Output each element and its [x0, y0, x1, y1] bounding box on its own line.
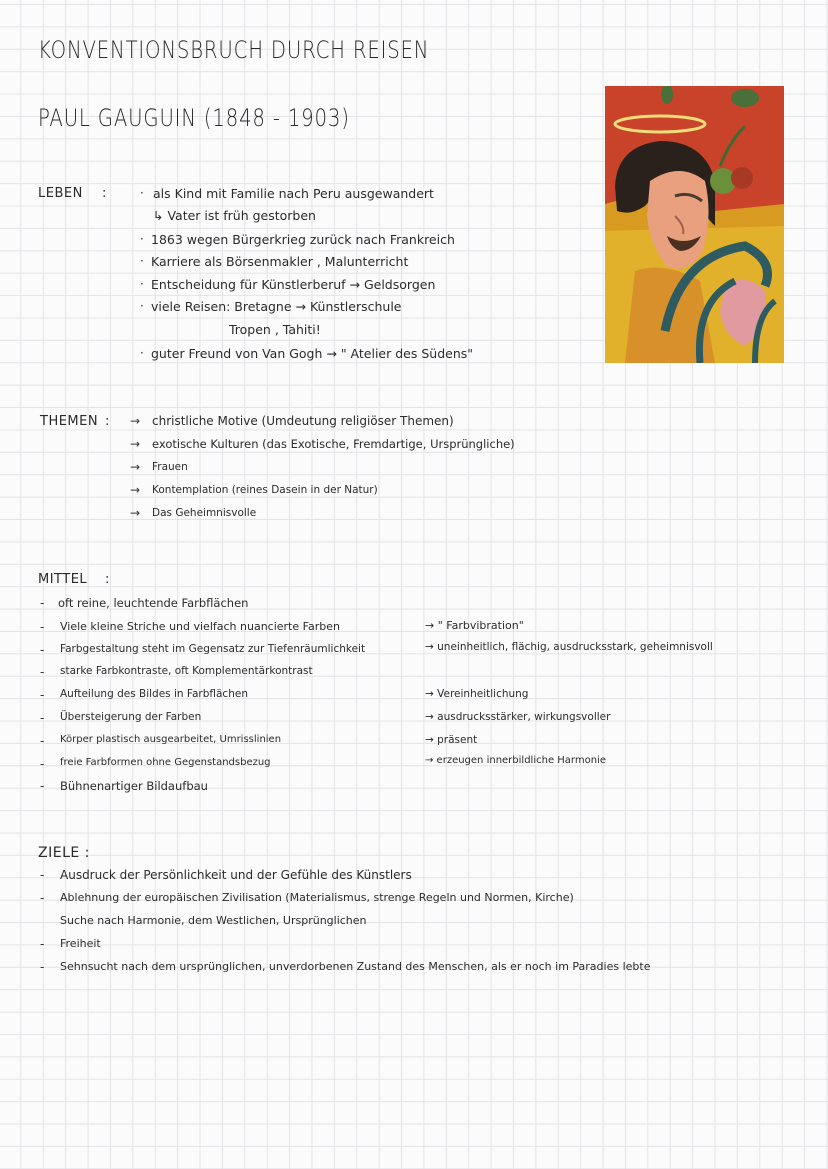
leben-item: viele Reisen: Bretagne → Künstlerschule — [151, 299, 402, 314]
section-colon: : — [102, 186, 107, 201]
mittel-item: oft reine, leuchtende Farbflächen — [58, 596, 249, 610]
arrow-icon: → — [130, 506, 141, 520]
arrow-icon: → — [130, 414, 141, 428]
dash-bullet: - — [40, 643, 45, 657]
ziele-item: Ausdruck der Persönlichkeit und der Gefühle des Künstlers — [60, 868, 412, 882]
dash-bullet: - — [40, 665, 45, 679]
dash-bullet: - — [40, 891, 45, 905]
arrow-icon: → — [130, 460, 141, 474]
mittel-item: Körper plastisch ausgearbeitet, Umrisslinien — [60, 734, 282, 745]
bullet-dot: · — [140, 277, 144, 291]
ziele-item: Ablehnung der europäischen Zivilisation (Materialismus, strenge Regeln und Normen, Kirche) — [60, 891, 574, 904]
bullet-dot: · — [140, 186, 144, 200]
dash-bullet: - — [40, 937, 45, 951]
mittel-item: freie Farbformen ohne Gegenstandsbezug — [60, 757, 271, 768]
page-title: KONVENTIONSBRUCH DURCH REISEN — [38, 36, 430, 64]
dash-bullet: - — [40, 868, 45, 882]
leben-item: Karriere als Börsenmakler , Malunterricht — [151, 254, 409, 269]
mittel-item: Farbgestaltung steht im Gegensatz zur Tiefenräumlichkeit — [60, 643, 366, 655]
arrow-icon: → — [130, 437, 141, 451]
ziele-item: Sehnsucht nach dem ursprünglichen, unverdorbenen Zustand des Menschen, als er noch im Paradies lebte — [60, 960, 651, 973]
dash-bullet: - — [40, 620, 45, 634]
mittel-note: → ausdrucksstärker, wirkungsvoller — [425, 711, 611, 723]
gauguin-self-portrait-image — [605, 86, 784, 363]
section-label-ziele: ZIELE : — [38, 845, 90, 861]
leben-item: 1863 wegen Bürgerkrieg zurück nach Frankreich — [151, 232, 455, 247]
dash-bullet: - — [40, 757, 45, 771]
bullet-dot: · — [140, 232, 144, 246]
leben-item: guter Freund von Van Gogh → " Atelier des Südens" — [151, 346, 474, 361]
leben-item: ↳ Vater ist früh gestorben — [153, 208, 316, 223]
ziele-item: Freiheit — [60, 937, 101, 950]
bullet-dot: · — [140, 254, 144, 268]
dash-bullet: - — [40, 960, 45, 974]
bullet-dot: · — [140, 299, 144, 313]
themen-item: exotische Kulturen (das Exotische, Fremdartige, Ursprüngliche) — [152, 437, 515, 451]
leben-item: als Kind mit Familie nach Peru ausgewandert — [153, 186, 434, 201]
page-subtitle: PAUL GAUGUIN (1848 - 1903) — [38, 104, 350, 132]
leben-item: Tropen , Tahiti! — [229, 322, 321, 337]
section-label-mittel: MITTEL — [38, 572, 88, 587]
mittel-item: Viele kleine Striche und vielfach nuancierte Farben — [60, 620, 340, 633]
section-colon: : — [105, 414, 110, 429]
mittel-item: Übersteigerung der Farben — [60, 711, 202, 723]
mittel-note: → präsent — [425, 734, 478, 746]
themen-item: christliche Motive (Umdeutung religiöser Themen) — [152, 414, 454, 428]
themen-item: Frauen — [152, 461, 188, 473]
mittel-note: → uneinheitlich, flächig, ausdrucksstark, geheimnisvoll — [425, 641, 713, 653]
dash-bullet: - — [40, 734, 45, 748]
arrow-icon: → — [130, 483, 141, 497]
dash-bullet: - — [40, 779, 45, 793]
dash-bullet: - — [40, 688, 45, 702]
mittel-note: → erzeugen innerbildliche Harmonie — [425, 755, 606, 766]
section-label-leben: LEBEN — [38, 186, 83, 201]
section-colon: : — [105, 572, 110, 587]
dash-bullet: - — [40, 711, 45, 725]
mittel-note: → Vereinheitlichung — [425, 688, 529, 700]
themen-item: Das Geheimnisvolle — [152, 507, 257, 519]
mittel-item: starke Farbkontraste, oft Komplementärkontrast — [60, 665, 313, 677]
mittel-item: Bühnenartiger Bildaufbau — [60, 779, 208, 793]
mittel-note: → " Farbvibration" — [425, 619, 524, 632]
mittel-item: Aufteilung des Bildes in Farbflächen — [60, 688, 248, 700]
bullet-dot: · — [140, 346, 144, 360]
ziele-item: Suche nach Harmonie, dem Westlichen, Ursprünglichen — [60, 914, 367, 927]
section-label-themen: THEMEN — [40, 414, 99, 429]
dash-bullet: - — [40, 596, 45, 610]
themen-item: Kontemplation (reines Dasein in der Natur) — [152, 484, 378, 496]
leben-item: Entscheidung für Künstlerberuf → Geldsorgen — [151, 277, 436, 292]
